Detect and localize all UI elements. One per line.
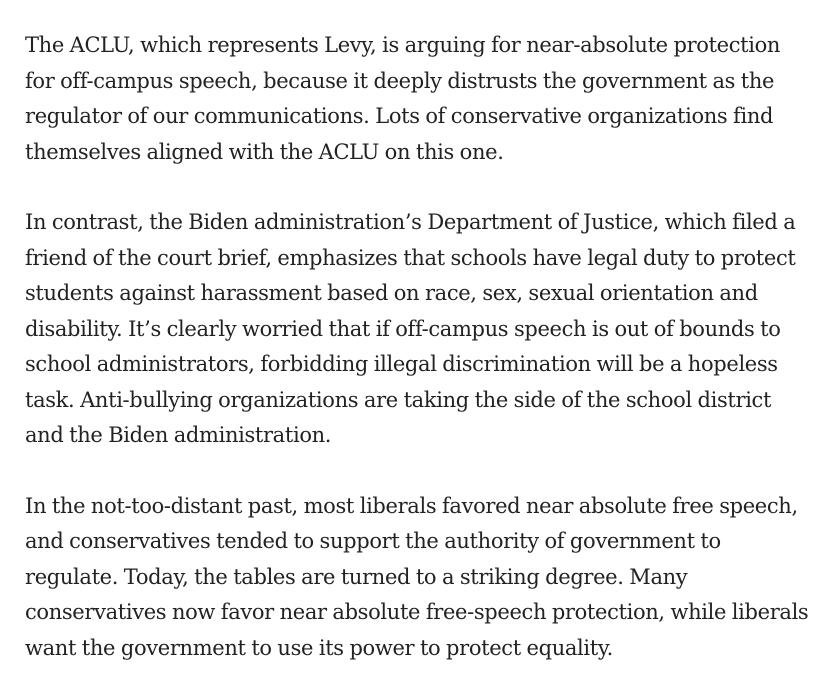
article-paragraph-2: In contrast, the Biden administration’s Department of Justice, which filed a friend of the court brief, emphasizes that schools have legal duty to protect students against harassment based on race, sex, sexual orientation and disability. It’s clearly worried that if off-campus speech is out of bounds to school administrators, forbidding illegal discrimination will be a hopeless task. Anti-bullying organizations are taking the side of the school district and the Biden administration. (25, 210, 796, 447)
article-body (25, 28, 810, 666)
article-paragraph-3: In the not-too-distant past, most liberals favored near absolute free speech, and conservatives tended to support the authority of government to regulate. Today, the tables are turned to a striking degree. Many conservatives now favor near absolute free-speech protection, while liberals want the government to use its power to protect equality. (25, 493, 809, 660)
article-paragraph-1: The ACLU, which represents Levy, is arguing for near-absolute protection for off-campus speech, because it deeply distrusts the government as the regulator of our communications. Lots of conservative organizations find themselves aligned with the ACLU on this one. (25, 33, 781, 164)
